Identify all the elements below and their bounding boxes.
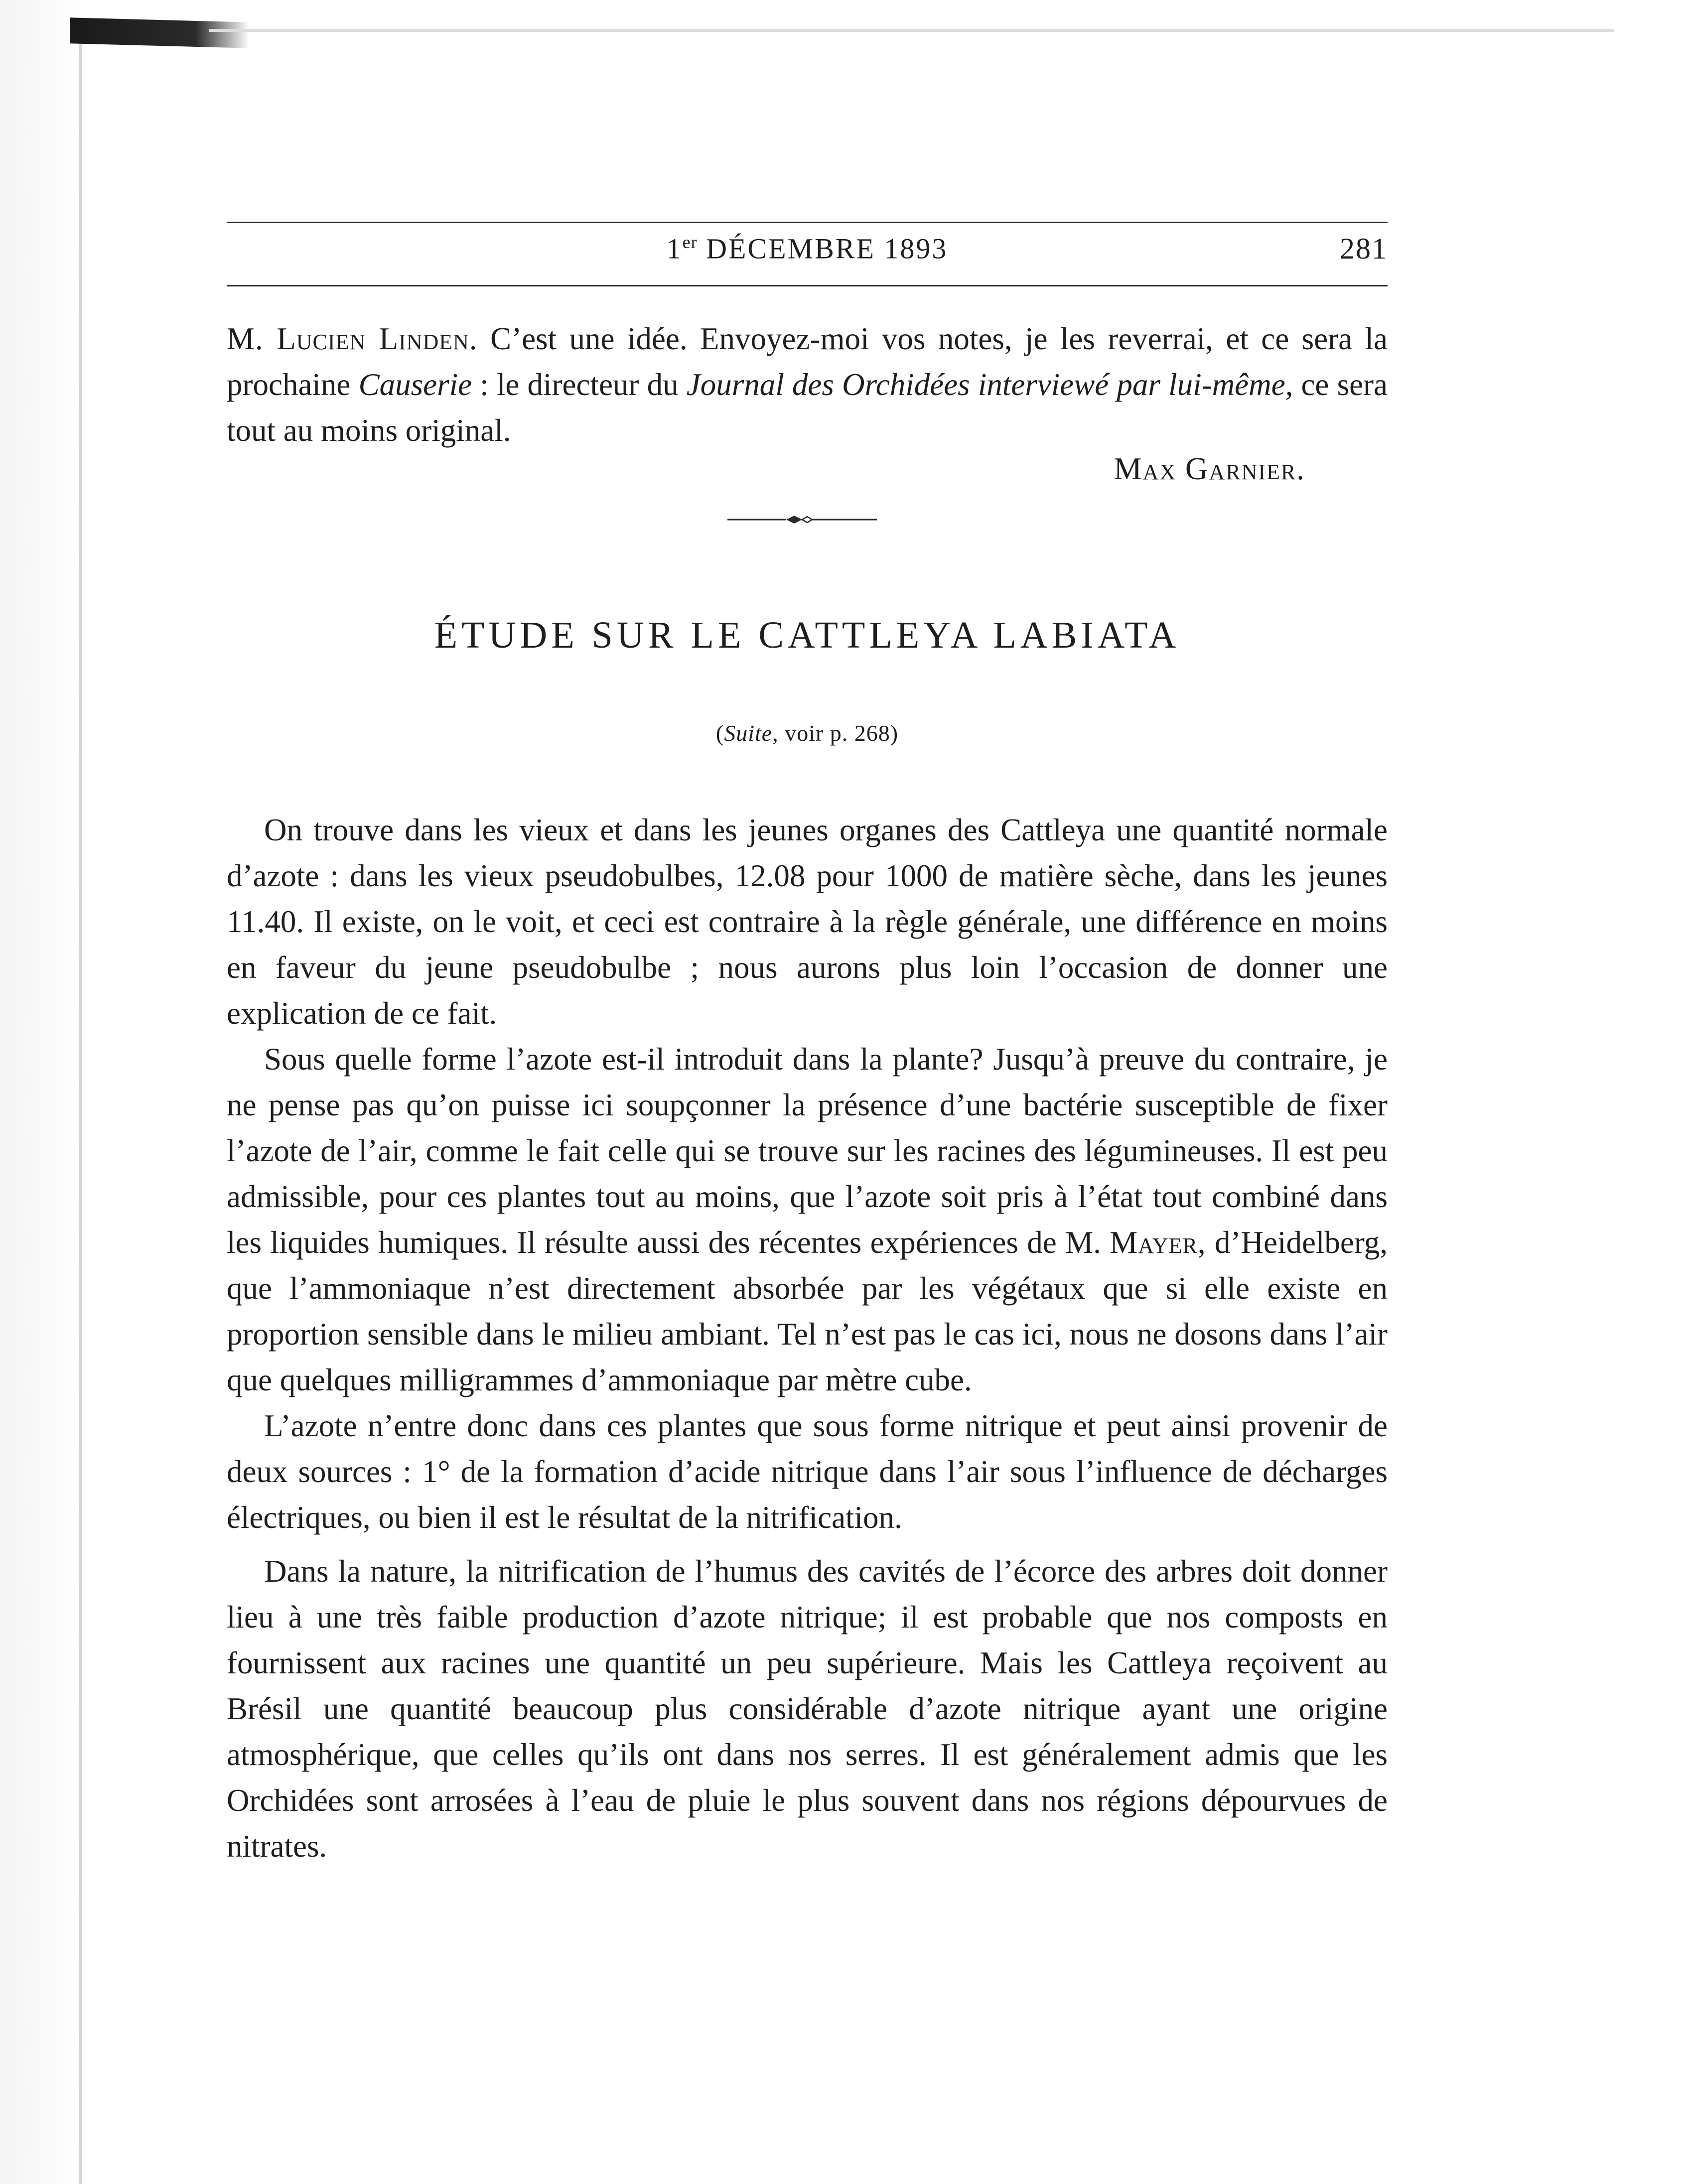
paragraph-gap — [227, 1540, 1388, 1548]
intro-italic-1: Causerie — [358, 367, 472, 402]
date-prefix: 1 — [666, 232, 683, 265]
cited-author: Mayer, — [1110, 1225, 1206, 1260]
continuation-open: ( — [715, 720, 724, 746]
causerie-text — [227, 316, 1388, 453]
continuation-note — [227, 720, 1388, 746]
paragraph-2-part-a: Sous quelle forme l’azote est-il introduit dans la plante? Jusqu’à preuve du contraire, je ne pense pas qu’on puisse ici soupçonner la présence d’une bactérie susceptible de fixer l’azote de l’air, comme le fait celle qui se trouve sur les racines des légumineuses. Il est peu admissible, pour ces plantes tout au moins, que l’azote soit pris à l’état tout combiné dans les liquides humiques. Il résulte aussi des récentes expériences de M. — [227, 1042, 1388, 1260]
intro-paragraph — [227, 316, 1388, 453]
intro-text-1: C’est une idée. Envoyez-moi vos notes, je les reverrai, et ce sera la prochaine — [227, 321, 1388, 402]
intro-text-3: ce sera tout au moins original. — [227, 367, 1388, 448]
date-rest: DÉCEMBRE 1893 — [697, 232, 948, 265]
intro-text-2: : le directeur du — [472, 367, 687, 402]
journal-page — [227, 0, 1388, 2184]
author-signature: Max Garnier. — [1114, 451, 1305, 486]
paragraph-3: L’azote n’entre donc dans ces plantes que sous forme nitrique et peut ainsi provenir de deux sources : 1° de la formation d’acide nitrique dans l’air sous l’influence de décharges électriques, ou bien il est le résultat de la nitrification. — [227, 1408, 1388, 1535]
scan-shadow — [70, 17, 249, 48]
date-superscript: er — [682, 232, 698, 252]
article-body — [227, 807, 1388, 1869]
paragraph-4: Dans la nature, la nitrification de l’humus des cavités de l’écorce des arbres doit donner lieu à une très faible production d’azote nitrique; il est probable que nos composts en fournissent aux racines une quantité un peu supérieure. Mais les Cattleya reçoivent au Brésil une quantité beaucoup plus considérable d’azote nitrique ayant une origine atmosphérique, que celles qu’ils ont dans nos serres. Il est généralement admis que les Orchidées sont arrosées à l’eau de pluie le plus souvent dans nos régions dépourvues de nitrates. — [227, 1554, 1388, 1864]
scan-margin — [0, 0, 82, 2184]
scan-page-edge — [79, 27, 82, 2184]
header-rule-top — [227, 222, 1388, 223]
fleuron-divider-icon — [727, 512, 877, 527]
paragraph-2-part-b: d’Heidelberg, que l’ammoniaque n’est directement absorbée par les végétaux que si elle existe en proportion sensible dans le milieu ambiant. Tel n’est pas le cas ici, nous ne dosons dans l’air que quelques milligrammes d’ammoniaque par mètre cube. — [227, 1225, 1388, 1397]
paragraph-1: On trouve dans les vieux et dans les jeunes organes des Cattleya une quantité normale d’azote : dans les vieux pseudobulbes, 12.08 pour 1000 de matière sèche, dans les jeunes 11.40. Il existe, on le voit, et ceci est contraire à la règle générale, une différence en moins en faveur du jeune pseudobulbe ; nous aurons plus loin l’occasion de donner une explication de ce fait. — [227, 813, 1388, 1031]
article-title: ÉTUDE SUR LE CATTLEYA LABIATA — [434, 614, 1180, 656]
paragraph-2 — [227, 1036, 1388, 1403]
header-rule-bottom — [227, 285, 1388, 286]
issue-date — [227, 232, 1388, 265]
running-head — [227, 227, 1388, 276]
speaker-name: M. Lucien Linden. — [227, 321, 478, 356]
intro-italic-2: Journal des Orchidées interviewé par lui-même, — [686, 367, 1293, 402]
continuation-italic: Suite, — [724, 720, 779, 746]
page-number: 281 — [1340, 232, 1388, 265]
continuation-rest: voir p. 268) — [778, 720, 899, 746]
